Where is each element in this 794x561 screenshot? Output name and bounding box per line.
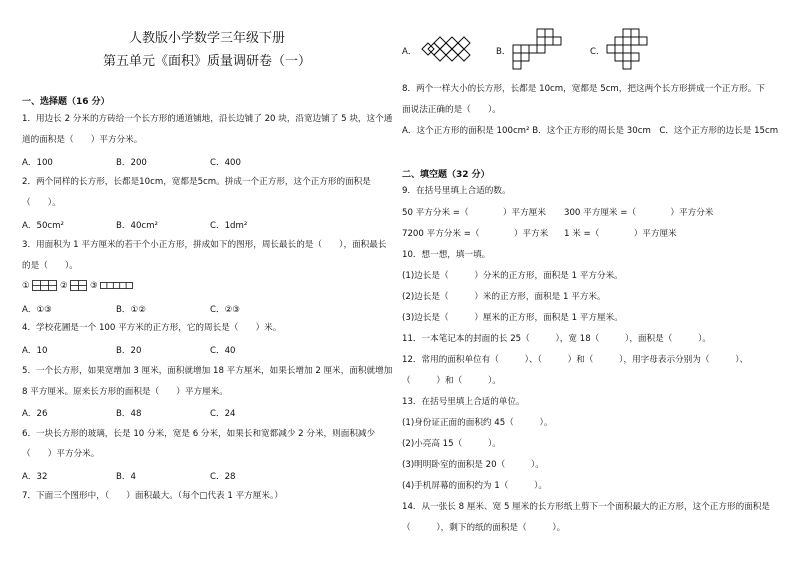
question-2-option-b[interactable]: B．40cm² — [116, 221, 158, 231]
question-2-option-c[interactable]: C．1dm² — [210, 221, 248, 231]
figure-2-marker: ② — [60, 281, 68, 291]
question-6-option-a[interactable]: A．32 — [22, 472, 48, 482]
question-7-line-1: 7．下面三个图形中，（ ）面积最大。（每个□代表 1 平方厘米。） — [22, 491, 283, 501]
question-6-line-1: 6．一块长方形的玻璃，长是 10 分米，宽是 6 分米，如果长和宽都减少 2 分米，则面积减少 — [22, 429, 376, 439]
question-13-item-4[interactable]: (4)手机屏幕的面积约为 1（ ）。 — [402, 481, 547, 491]
question-5-option-a[interactable]: A．26 — [22, 409, 48, 419]
question-5-option-c[interactable]: C．24 — [210, 409, 236, 419]
figure-a-diamond-grid-icon — [422, 36, 474, 64]
question-7-option-a[interactable]: A． — [402, 47, 417, 57]
question-9-blank-3[interactable]: 7200 平方分米 =（ ）平方米 — [402, 229, 549, 239]
question-10-item-3[interactable]: (3)边长是（ ）厘米的正方形，面积是 1 平方厘米。 — [402, 313, 623, 323]
question-1-option-a[interactable]: A．100 — [22, 158, 53, 168]
question-6-line-2: （ ）平方分米。 — [22, 449, 100, 459]
question-14-line-1: 14．从一张长 8 厘米、宽 5 厘米的长方形纸上剪下一个面积最大的正方形，这个正方形的面积是 — [402, 502, 770, 512]
figure-b-grid-icon — [513, 28, 563, 72]
question-9-line-1: 9．在括号里填上合适的数。 — [402, 186, 511, 196]
figure-1-marker: ① — [22, 281, 30, 291]
question-1-option-b[interactable]: B．200 — [116, 158, 147, 168]
question-8-line-1: 8．两个一样大小的长方形，长都是 10cm，宽都是 5cm，把这两个长方形拼成一个正方形。下 — [402, 84, 765, 94]
paper-title: 人教版小学数学三年级下册 — [128, 31, 285, 46]
question-12-line-1[interactable]: 12．常用的面积单位有（ ）、（ ）和（ ），用字母表示分别为（ ）、 — [402, 355, 749, 365]
question-10-item-1[interactable]: (1)边长是（ ）分米的正方形，面积是 1 平方分米。 — [402, 271, 623, 281]
figure-3-grid-icon — [100, 282, 136, 290]
question-1-line-2: 道的面积是（ ）平方分米。 — [22, 135, 143, 145]
question-3-figures — [22, 279, 142, 293]
question-13-line-1: 13．在括号里填上合适的单位。 — [402, 397, 525, 407]
question-5-option-b[interactable]: B．48 — [116, 409, 142, 419]
figure-3-marker: ③ — [90, 281, 98, 291]
question-10-item-2[interactable]: (2)边长是（ ）米的正方形，面积是 1 平方米。 — [402, 292, 606, 302]
question-11-line-1[interactable]: 11．一本笔记本的封面的长 25（ ），宽 18（ ），面积是（ ）。 — [402, 334, 711, 344]
question-9-blank-2[interactable]: 300 平方厘米 =（ ）平方分米 — [564, 208, 714, 218]
question-5-line-1: 5．一个长方形，如果宽增加 3 厘米，面积就增加 18 平方厘米，如果长增加 2 厘米，面积就增加 — [22, 366, 393, 376]
question-7-option-b[interactable]: B． — [496, 47, 511, 57]
section-heading-choice: 一、选择题（16 分） — [22, 97, 110, 107]
question-6-option-b[interactable]: B．4 — [116, 472, 136, 482]
question-5-line-2: 8 平方厘米。原来长方形的面积是（ ）平方厘米。 — [22, 387, 228, 397]
question-9-blank-4[interactable]: 1 米 =（ ）平方厘米 — [564, 229, 677, 239]
question-4-option-c[interactable]: C．40 — [210, 346, 236, 356]
question-8-line-2: 面说法正确的是（ ）。 — [402, 105, 501, 115]
section-heading-fill: 二、填空题（32 分） — [402, 170, 490, 180]
question-3-line-2: 的是（ ）。 — [22, 261, 78, 271]
question-7-option-c[interactable]: C． — [590, 47, 605, 57]
question-13-item-3[interactable]: (3)明明卧室的面积是 20（ ）。 — [402, 460, 544, 470]
figure-1-grid-icon — [32, 280, 58, 292]
question-14-line-2[interactable]: （ ），剩下的纸的面积是（ ）。 — [402, 523, 566, 533]
question-9-blank-1[interactable]: 50 平方分米 =（ ）平方厘米 — [402, 208, 546, 218]
question-12-line-2[interactable]: （ ）和（ ）。 — [402, 376, 501, 386]
paper-subtitle: 第五单元《面积》质量调研卷（一） — [102, 54, 311, 69]
question-2-option-a[interactable]: A．50cm² — [22, 221, 64, 231]
question-1-line-1: 1．用边长 2 分米的方砖给一个长方形的通道铺地，沿长边铺了 20 块，沿宽边铺了 5 块，这个通 — [22, 114, 393, 124]
question-3-option-c[interactable]: C．②③ — [210, 305, 241, 315]
question-3-option-b[interactable]: B．①② — [116, 305, 146, 315]
question-1-option-c[interactable]: C．400 — [210, 158, 241, 168]
question-13-item-1[interactable]: (1)身份证正面的面积约 45（ ）。 — [402, 418, 553, 428]
question-8-options[interactable]: A．这个正方形的面积是 100cm² B．这个正方形的周长是 30cm C．这个正方形的边长是 15cm — [402, 126, 779, 136]
question-13-item-2[interactable]: (2)小亮高 15（ ）。 — [402, 439, 501, 449]
question-6-option-c[interactable]: C．28 — [210, 472, 236, 482]
question-10-line-1: 10．想一想，填一填。 — [402, 250, 491, 260]
figure-2-grid-icon — [70, 280, 88, 292]
question-2-line-1: 2．两个同样的长方形，长都是10cm，宽都是5cm。拼成一个正方形，这个正方形的面积是 — [22, 177, 371, 187]
question-3-line-1: 3．用面积为 1 平方厘米的若干个小正方形，拼成如下的图形，周长最长的是（ ），面积最长 — [22, 240, 387, 250]
question-4-option-a[interactable]: A．10 — [22, 346, 48, 356]
question-4-line-1: 4．学校花圃是一个 100 平方米的正方形，它的周长是（ ）米。 — [22, 323, 282, 333]
question-3-option-a[interactable]: A．①③ — [22, 305, 52, 315]
question-2-line-2: （ ）。 — [22, 198, 61, 208]
figure-c-grid-icon — [607, 28, 649, 72]
question-4-option-b[interactable]: B．20 — [116, 346, 142, 356]
